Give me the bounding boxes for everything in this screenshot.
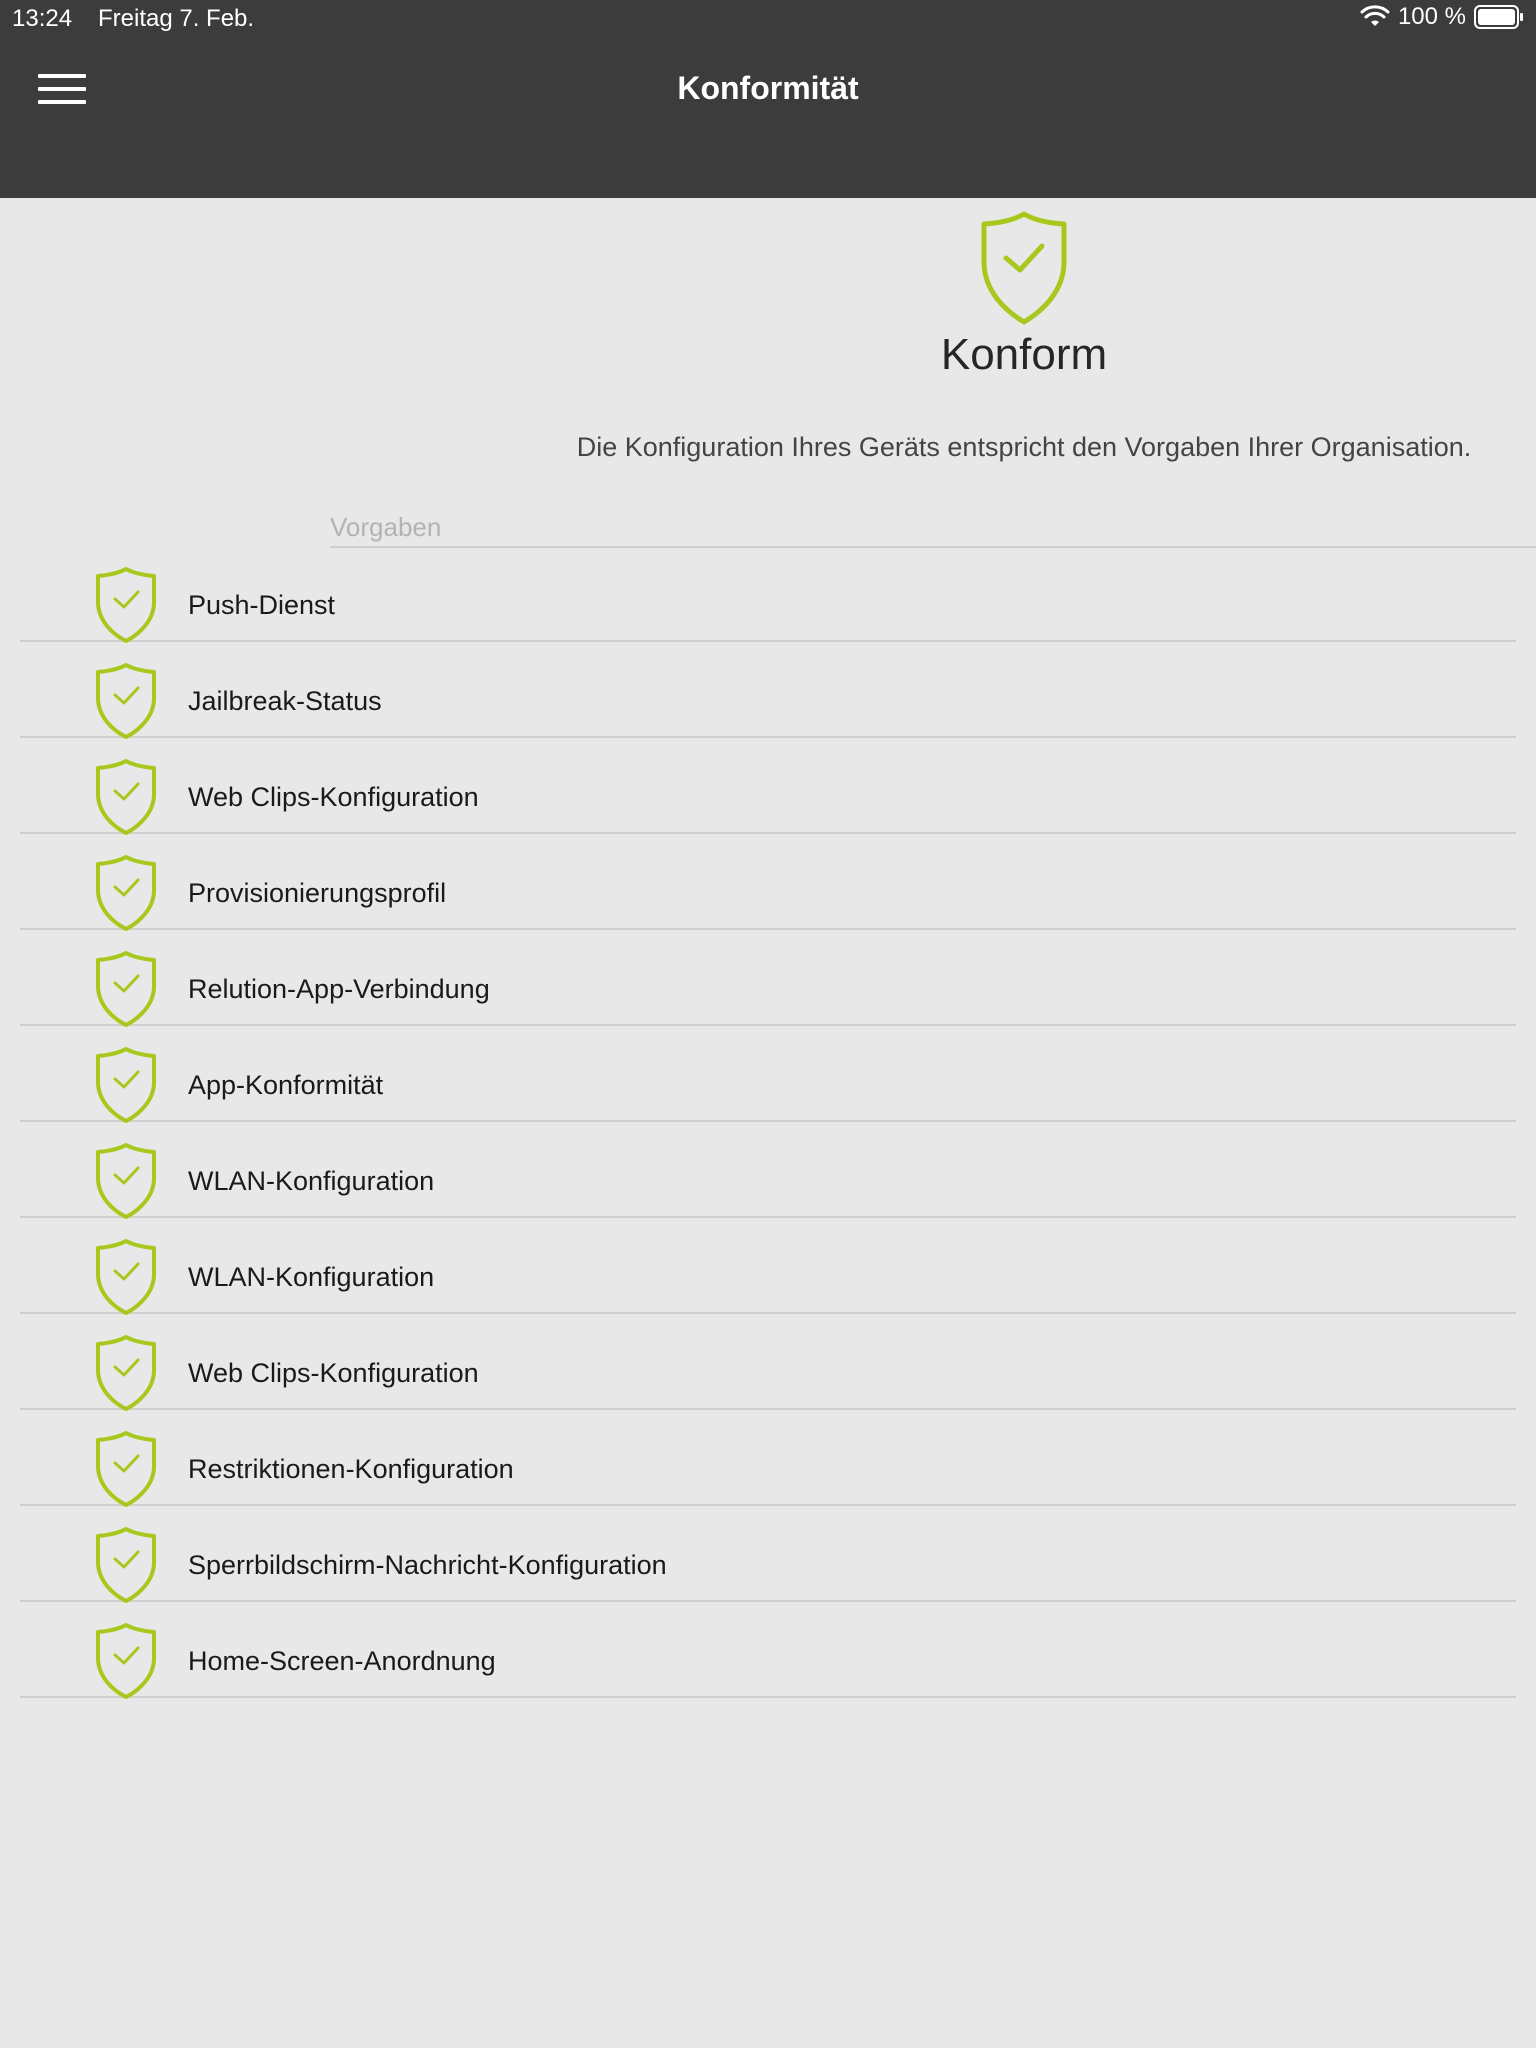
list-item-label: WLAN-Konfiguration: [188, 1166, 435, 1196]
status-indicators: [1360, 3, 1524, 31]
section-title: Vorgaben: [330, 512, 1536, 548]
shield-check-icon: [94, 662, 158, 740]
list-item[interactable]: [20, 642, 1516, 738]
shield-check-icon: [94, 1622, 158, 1700]
list-item[interactable]: [20, 738, 1516, 834]
shield-check-icon: [94, 854, 158, 932]
list-item-label: Jailbreak-Status: [188, 686, 382, 716]
list-item-label: Home-Screen-Anordnung: [188, 1646, 496, 1676]
page-title: Konformität: [677, 70, 859, 106]
shield-check-icon: [94, 758, 158, 836]
battery-icon: [1474, 4, 1524, 30]
status-bar: [0, 0, 1536, 40]
shield-check-icon: [94, 566, 158, 644]
list-item[interactable]: [20, 1602, 1516, 1698]
list-item[interactable]: [20, 1122, 1516, 1218]
list-item-label: WLAN-Konfiguration: [188, 1262, 435, 1292]
shield-check-icon: [94, 1046, 158, 1124]
list-item-label: Push-Dienst: [188, 590, 336, 620]
list-item-label: Web Clips-Konfiguration: [188, 1358, 479, 1388]
list-item[interactable]: [20, 1506, 1516, 1602]
shield-check-icon: [94, 1142, 158, 1220]
list-item-label: Provisionierungsprofil: [188, 878, 447, 908]
battery-percentage: 100 %: [1397, 3, 1466, 30]
shield-check-icon: [94, 1526, 158, 1604]
shield-check-icon: [94, 950, 158, 1028]
list-item[interactable]: [20, 1218, 1516, 1314]
compliance-message: Die Konfiguration Ihres Geräts entspricht den Vorgaben Ihrer Organisation.: [576, 432, 1472, 462]
rules-list: [20, 546, 1516, 1698]
status-time: 13:24: [12, 5, 73, 32]
app-header: [0, 0, 1536, 198]
list-item-label: App-Konformität: [188, 1070, 384, 1100]
wifi-icon: [1360, 5, 1390, 29]
list-item[interactable]: [20, 1026, 1516, 1122]
list-item[interactable]: [20, 834, 1516, 930]
list-item[interactable]: [20, 1410, 1516, 1506]
list-item-label: Relution-App-Verbindung: [188, 974, 490, 1004]
status-date: Freitag 7. Feb.: [98, 5, 255, 32]
list-item[interactable]: [20, 930, 1516, 1026]
shield-check-icon: [94, 1334, 158, 1412]
shield-check-icon: [94, 1238, 158, 1316]
list-item-label: Web Clips-Konfiguration: [188, 782, 479, 812]
shield-check-icon: [976, 210, 1072, 326]
list-item-label: Sperrbildschirm-Nachricht-Konfiguration: [188, 1550, 667, 1580]
list-item[interactable]: [20, 1314, 1516, 1410]
list-item-label: Restriktionen-Konfiguration: [188, 1454, 514, 1484]
shield-check-icon: [94, 1430, 158, 1508]
compliance-status: Konform: [940, 330, 1108, 379]
list-item[interactable]: [20, 546, 1516, 642]
